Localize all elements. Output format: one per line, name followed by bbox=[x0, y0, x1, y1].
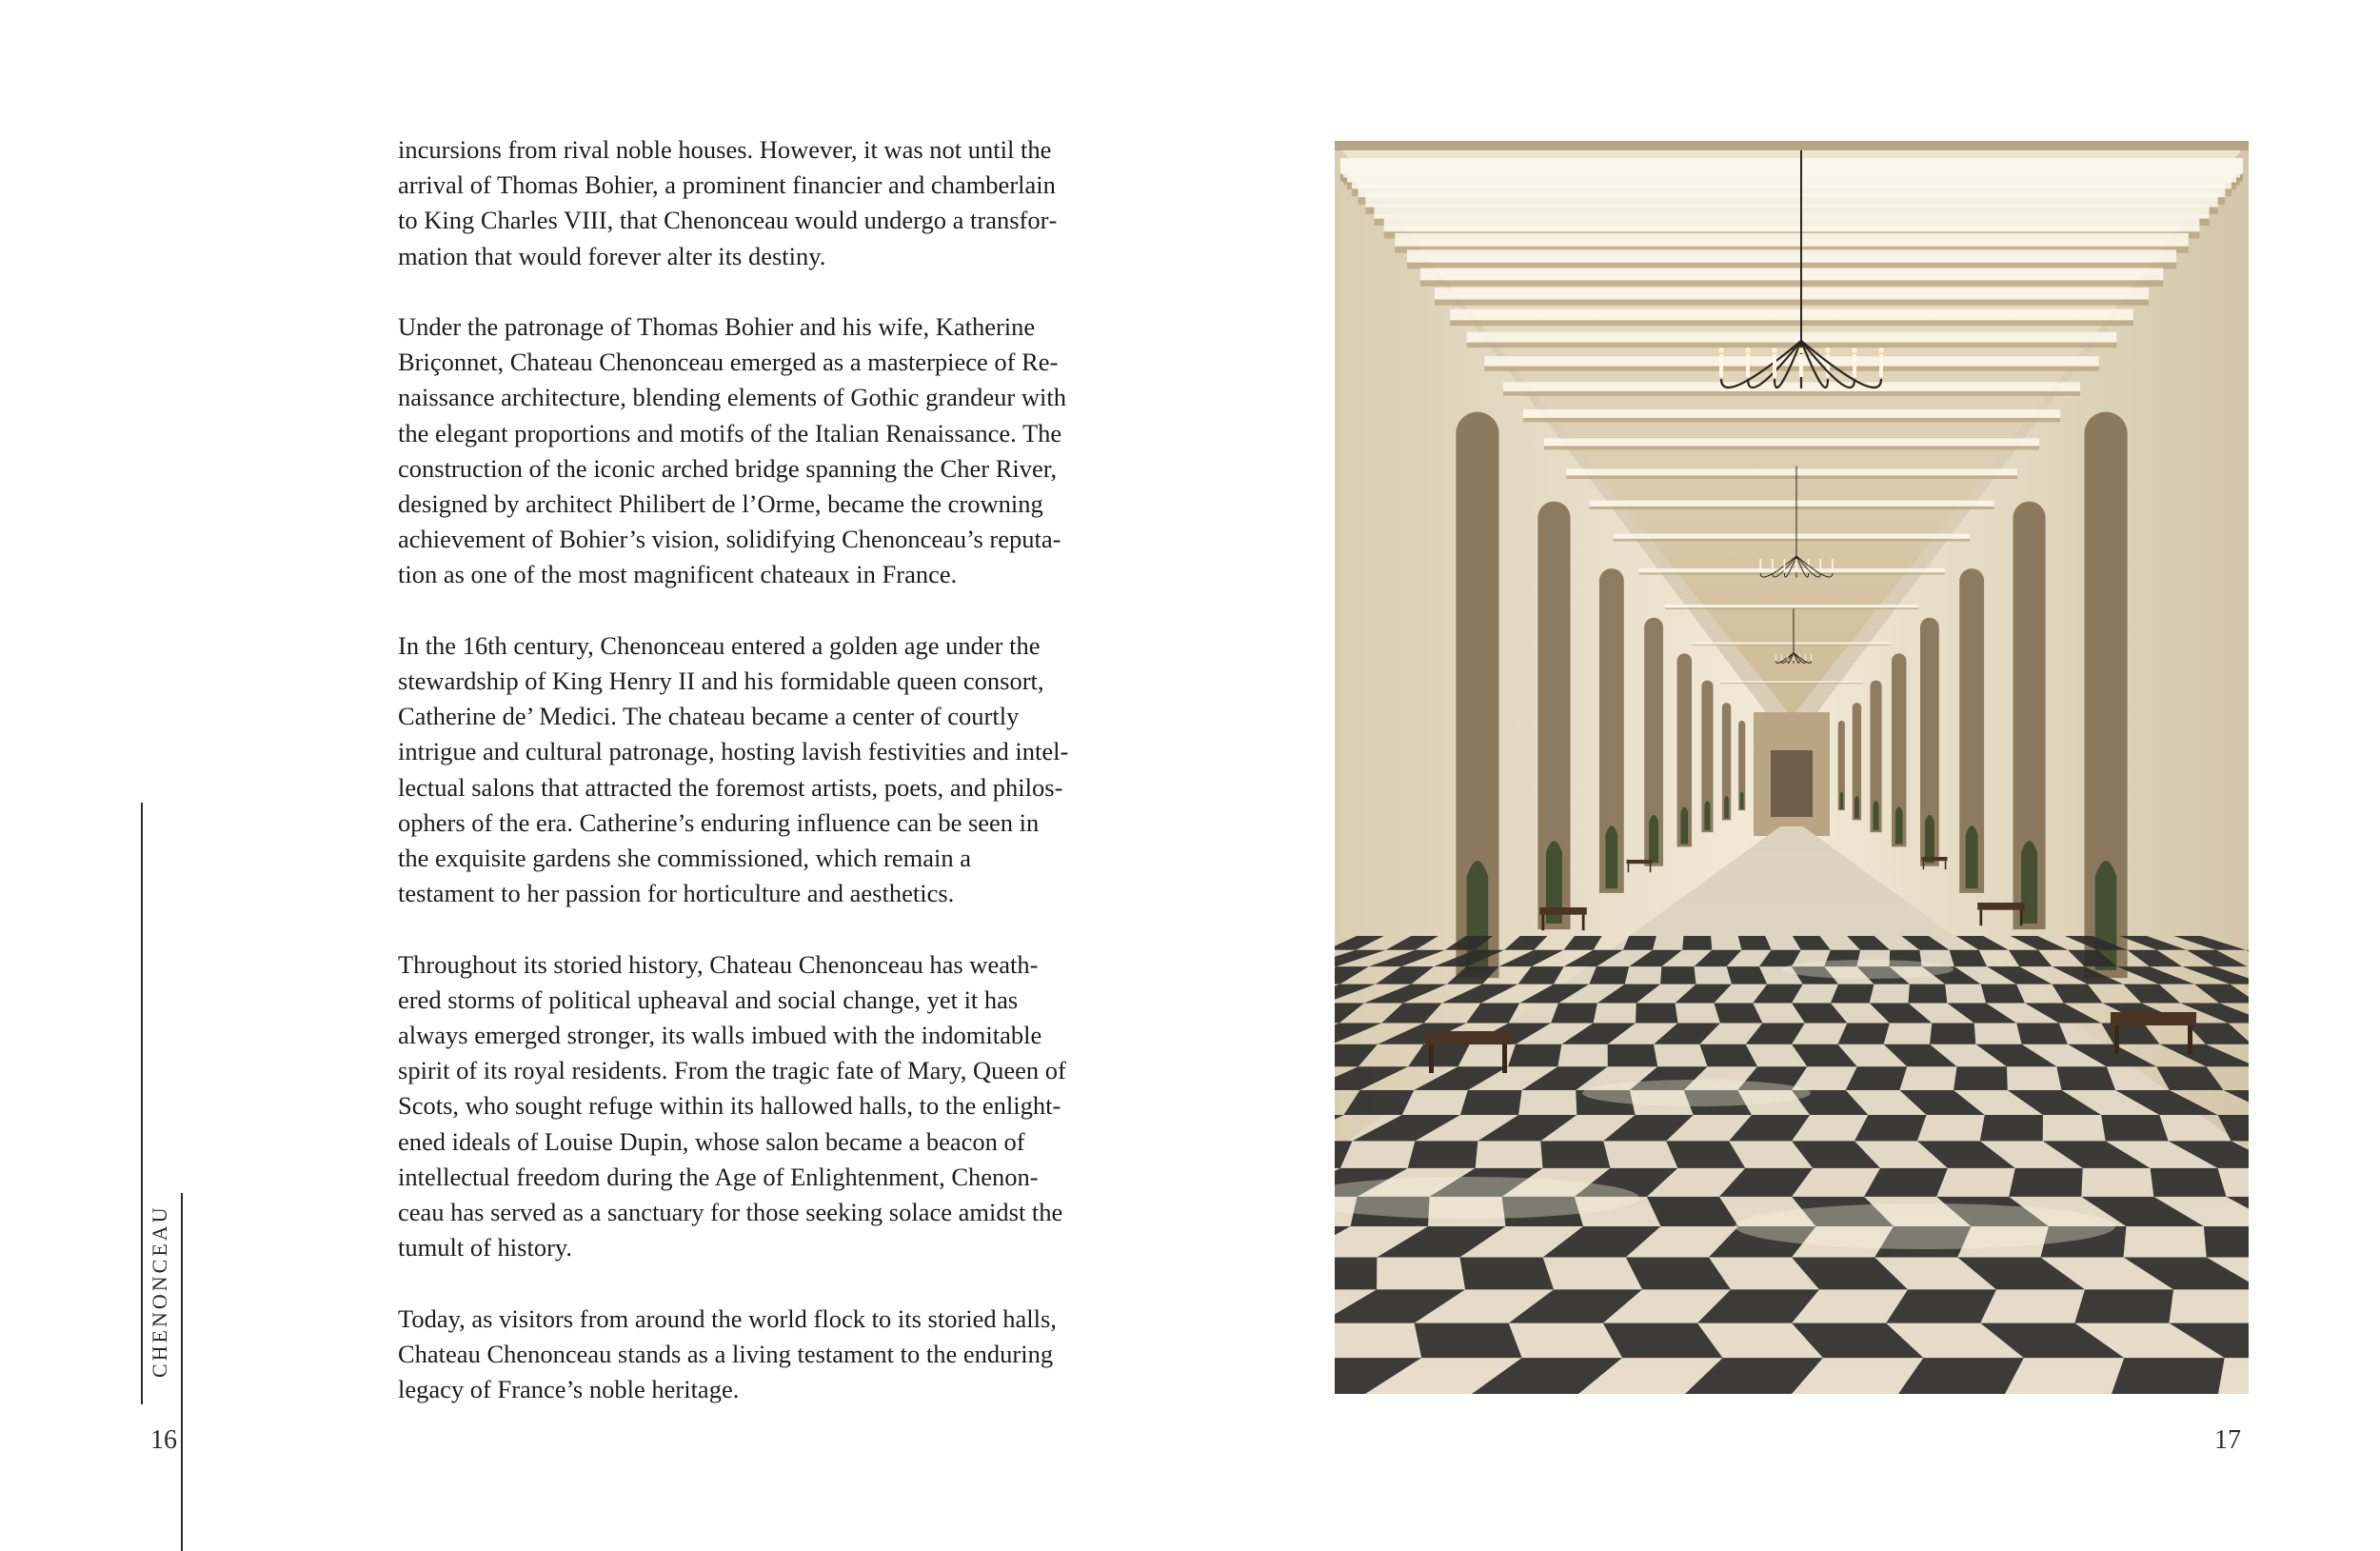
page-number-left: 16 bbox=[150, 1425, 177, 1456]
paragraph: Today, as visitors from around the world flock to its storied halls, Chateau Chenonceau stands as a living testament to the enduring legacy of France’s noble heritage. bbox=[398, 1302, 1069, 1408]
paragraph: In the 16th century, Chenonceau entered a golden age under the stewardship of King Henry II and his formidable queen consort, Catherine de’ Medici. The chateau became a center of courtly intrigue and cultural patronage, hosting lavish festivities and intellectual salons that attracted the foremost artists, poets, and philosophers of the era. Catherine’s enduring influence can be seen in the exquisite gardens she commissioned, which remain a testament to her passion for horticulture and aesthetics. bbox=[398, 628, 1069, 912]
body-text-column bbox=[398, 132, 1069, 1442]
page-number-right: 17 bbox=[2214, 1425, 2241, 1456]
paragraph: Throughout its storied history, Chateau Chenonceau has weathered storms of political upheaval and social change, yet it has always emerged stronger, its walls imbued with the indomitable spirit of its royal residents. From the tragic fate of Mary, Queen of Scots, who sought refuge within its hallowed halls, to the enlightened ideals of Louise Dupin, whose salon became a beacon of intellectual freedom during the Age of Enlightenment, Chenonceau has served as a sanctuary for those seeking solace amidst the tumult of history. bbox=[398, 947, 1069, 1266]
vertical-rule bbox=[141, 803, 143, 1404]
vertical-rule bbox=[181, 1193, 183, 1551]
running-head: CHENONCEAU bbox=[148, 1204, 172, 1378]
gallery-hall-photo bbox=[1335, 141, 2249, 1394]
paragraph: Under the patronage of Thomas Bohier and his wife, Katherine Briçonnet, Chateau Chenonceau emerged as a masterpiece of Renaissance architecture, blending elements of Gothic grandeur with the elegant proportions and motifs of the Italian Renaissance. The construction of the iconic arched bridge spanning the Cher River, designed by architect Philibert de l’Orme, became the crowning achievement of Bohier’s vision, solidifying Chenonceau’s reputation as one of the most magnificent chateaux in France. bbox=[398, 309, 1069, 593]
paragraph: incursions from rival noble houses. However, it was not until the arrival of Thomas Bohier, a prominent financier and chamberlain to King Charles VIII, that Chenonceau would undergo a transformation that would forever alter its destiny. bbox=[398, 132, 1069, 274]
gallery-hall-illustration bbox=[1335, 141, 2249, 1394]
